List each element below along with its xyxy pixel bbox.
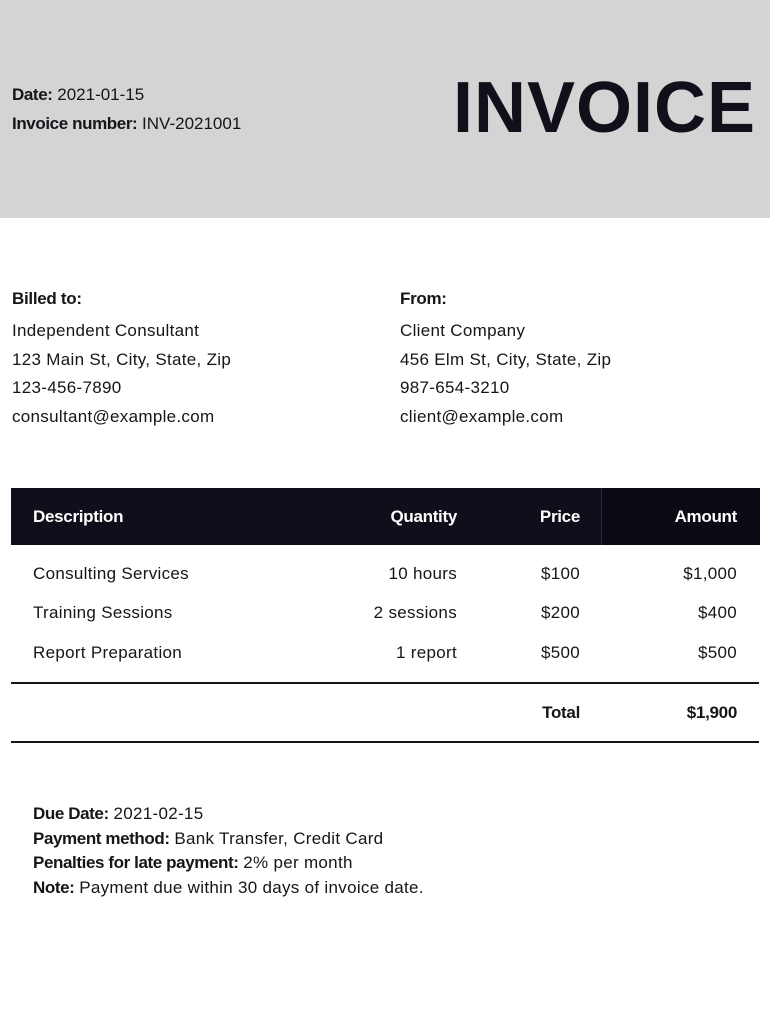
header-description: Description <box>33 507 124 526</box>
from-heading: From: <box>400 289 447 308</box>
table-header <box>11 488 759 545</box>
payment-notes <box>33 802 424 900</box>
invoice-header <box>0 0 770 218</box>
billed-to-heading: Billed to: <box>12 289 82 308</box>
row-price: $100 <box>540 564 580 583</box>
payment-method-label: Payment method: <box>33 828 170 848</box>
invoice-number <box>12 114 241 134</box>
from-phone: 987-654-3210 <box>400 378 510 398</box>
note-line <box>33 876 424 901</box>
due-date-line <box>33 802 424 827</box>
table-row <box>0 633 770 673</box>
header-amount: Amount <box>674 507 737 526</box>
date-value: 2021-01-15 <box>57 85 145 104</box>
billed-to-name: Independent Consultant <box>12 321 200 340</box>
from-block <box>400 288 611 432</box>
from-name: Client Company <box>400 321 526 340</box>
from-address: 456 Elm St, City, State, Zip <box>400 349 612 369</box>
total-label: Total <box>542 703 580 722</box>
row-price: $200 <box>540 603 580 622</box>
row-description: Training Sessions <box>33 603 173 622</box>
row-quantity: 1 report <box>396 643 457 662</box>
invoice-date <box>12 85 144 105</box>
payment-method-line <box>33 827 424 852</box>
table-row <box>0 593 770 633</box>
billed-to-phone: 123-456-7890 <box>12 378 122 398</box>
late-penalty-line <box>33 851 424 876</box>
header-price: Price <box>539 507 580 526</box>
total-row <box>0 693 770 733</box>
row-amount: $1,000 <box>683 564 737 583</box>
row-quantity: 2 sessions <box>373 603 457 622</box>
row-amount: $400 <box>697 603 737 622</box>
billed-to-email: consultant@example.com <box>12 407 215 427</box>
table-row <box>0 554 770 594</box>
note-label: Note: <box>33 877 75 897</box>
row-quantity: 10 hours <box>388 564 457 583</box>
invoice-number-label: Invoice number: <box>12 114 138 133</box>
row-description: Report Preparation <box>33 643 183 662</box>
late-penalty-label: Penalties for late payment: <box>33 853 239 872</box>
due-date-value: 2021-02-15 <box>113 804 204 823</box>
row-amount: $500 <box>697 643 737 662</box>
billed-to-address: 123 Main St, City, State, Zip <box>12 349 232 369</box>
billed-to-block <box>12 288 231 432</box>
total-value: $1,900 <box>686 703 737 722</box>
invoice-title: INVOICE <box>452 68 756 148</box>
due-date-label: Due Date: <box>33 804 109 823</box>
row-description: Consulting Services <box>33 564 189 583</box>
table-divider <box>11 682 759 684</box>
header-quantity: Quantity <box>390 507 457 526</box>
table-bottom-rule <box>11 741 759 743</box>
note-value: Payment due within 30 days of invoice date. <box>79 877 424 897</box>
date-label: Date: <box>12 85 53 104</box>
late-penalty-value: 2% per month <box>243 853 353 872</box>
row-price: $500 <box>540 643 580 662</box>
invoice-number-value: INV-2021001 <box>142 114 242 133</box>
payment-method-value: Bank Transfer, Credit Card <box>174 828 384 848</box>
from-email: client@example.com <box>400 407 564 427</box>
